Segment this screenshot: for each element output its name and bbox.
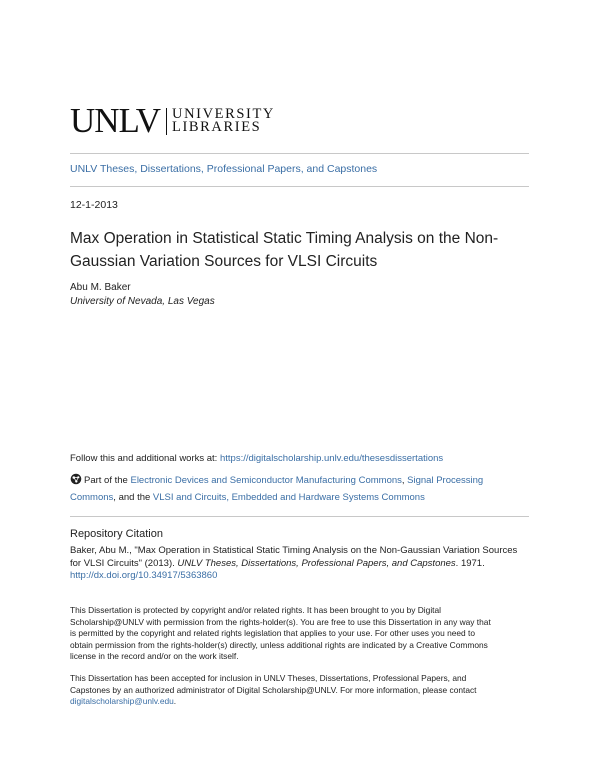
network-icon xyxy=(70,473,82,485)
citation-line-2 xyxy=(70,558,530,571)
rights-statement xyxy=(70,605,530,663)
logo-mark: UNLV xyxy=(70,101,160,140)
author-name: Abu M. Baker xyxy=(70,282,131,293)
follow-line xyxy=(70,453,443,464)
logo-line-university: UNIVERSITY xyxy=(172,106,275,122)
citation-title-part: for VLSI Circuits" (2013). xyxy=(70,557,178,569)
doi-link[interactable]: http://dx.doi.org/10.34917/5363860 xyxy=(70,570,218,581)
accepted-line-1: This Dissertation has been accepted for inclusion in UNLV Theses, Dissertations, Professional Papers, and xyxy=(70,673,467,683)
divider-series xyxy=(70,186,529,187)
document-title xyxy=(70,227,530,273)
title-line: Max Operation in Statistical Static Timing Analysis on the Non- xyxy=(70,230,499,247)
rights-line: is permitted by the copyright and related rights legislation that applies to your use. For other uses you need to xyxy=(70,628,476,639)
part-of-separator: , xyxy=(401,475,408,486)
contact-email-link[interactable]: digitalscholarship@unlv.edu xyxy=(70,696,174,707)
discipline-link-signal-processing-commons[interactable]: Commons xyxy=(70,492,114,503)
acceptance-statement xyxy=(70,673,530,708)
discipline-link-signal-processing[interactable]: Signal Processing xyxy=(407,475,484,486)
rights-line: obtain permission from the rights-holder(s) directly, unless additional rights are indicated by a Creative Commons xyxy=(70,639,488,650)
discipline-link-electronic-devices[interactable]: Electronic Devices and Semiconductor Manufacturing Commons xyxy=(130,475,402,486)
unlv-libraries-logo xyxy=(70,101,275,140)
citation-line-1: Baker, Abu M., "Max Operation in Statistical Static Timing Analysis on the Non-Gaussian Variation Sources xyxy=(70,545,518,556)
logo-wordmark xyxy=(172,108,275,134)
divider-citation xyxy=(70,516,529,517)
logo-divider xyxy=(166,108,167,135)
rights-line: Scholarship@UNLV with permission from the rights-holder(s). You are free to use this Dissertation in any way that xyxy=(70,616,491,627)
follow-prefix: Follow this and additional works at: xyxy=(70,453,220,464)
citation-series-italic: UNLV Theses, Dissertations, Professional Papers, and Capstones xyxy=(177,557,456,569)
publication-date: 12-1-2013 xyxy=(70,199,118,211)
repository-citation xyxy=(70,545,530,583)
series-link[interactable]: UNLV Theses, Dissertations, Professional Papers, and Capstones xyxy=(70,163,378,175)
accepted-line-2: Capstones by an authorized administrator of Digital Scholarship@UNLV. For more information, please contact xyxy=(70,684,477,695)
accepted-end: . xyxy=(173,696,177,707)
logo-line-libraries: LIBRARIES xyxy=(172,119,262,135)
part-of-prefix: Part of the xyxy=(84,475,131,486)
accepted-line-3 xyxy=(70,696,530,708)
repository-citation-heading: Repository Citation xyxy=(70,528,163,540)
rights-line: license in the record and/or on the work itself. xyxy=(70,651,239,662)
part-of-separator-and: , and the xyxy=(113,492,153,503)
disciplines-part-of xyxy=(70,472,530,506)
author-affiliation: University of Nevada, Las Vegas xyxy=(70,296,215,307)
discipline-link-vlsi[interactable]: VLSI and Circuits, Embedded and Hardware Systems Commons xyxy=(152,492,425,503)
rights-line: This Dissertation is protected by copyright and/or related rights. It has been brought to you by Digital xyxy=(70,605,442,615)
divider-top xyxy=(70,153,529,154)
title-line: Gaussian Variation Sources for VLSI Circuits xyxy=(70,253,378,270)
collection-url-link[interactable]: https://digitalscholarship.unlv.edu/thesesdissertations xyxy=(219,453,444,464)
citation-number: . 1971. xyxy=(455,557,485,569)
